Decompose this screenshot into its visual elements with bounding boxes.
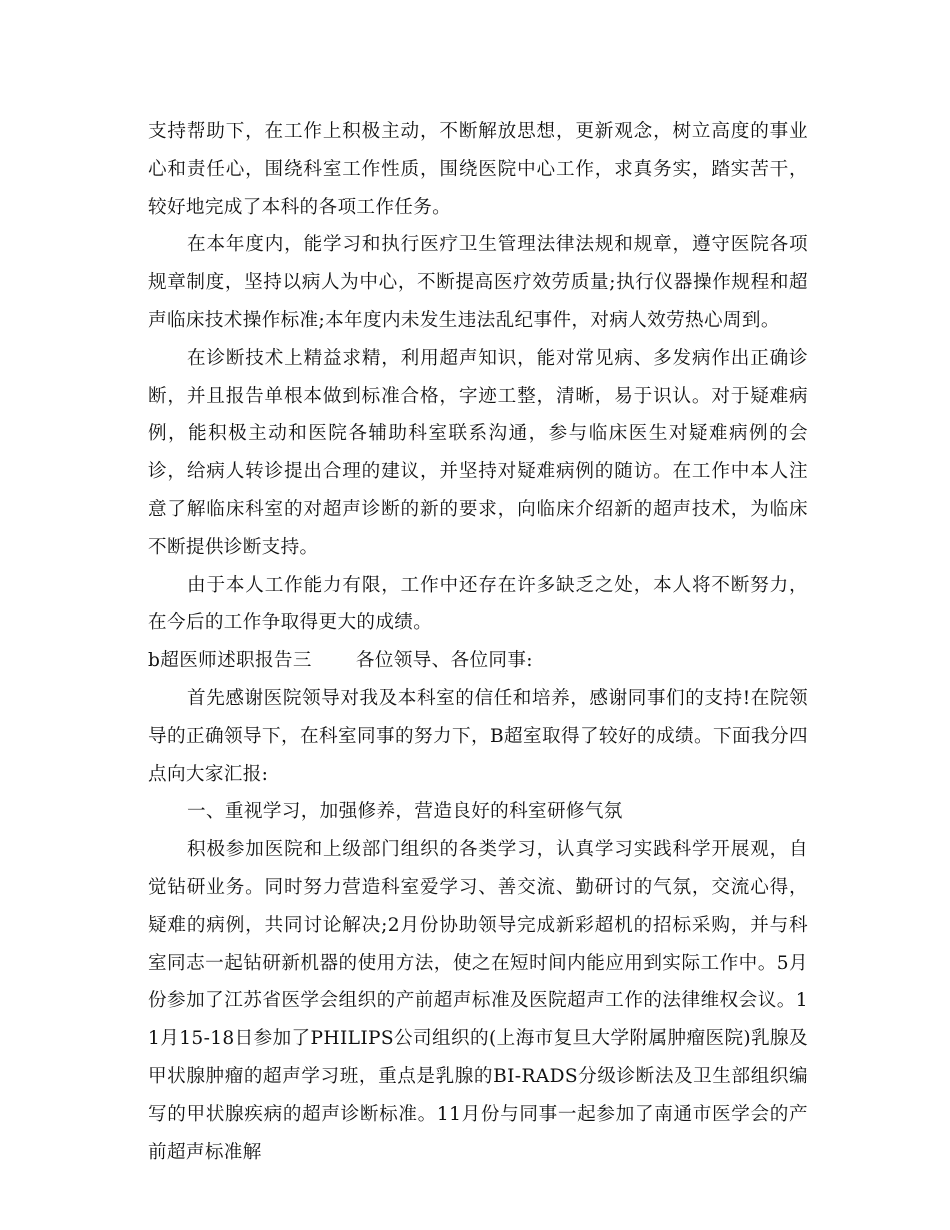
paragraph-study: 积极参加医院和上级部门组织的各类学习，认真学习实践科学开展观，自觉钻研业务。同时努力营造科室爱学习、善交流、勤研讨的气氛，交流心得，疑难的病例，共同讨论解决;2月份协助领导完成新彩超机的招标采购，并与科室同志一起钻研新机器的使用方法，使之在短时间内能应用到实际工作中。5月份参加了江苏省医学会组织的产前超声标准及医院超声工作的法律维权会议。11月15-18日参加了PHILIPS公司组织的(上海市复旦大学附属肿瘤医院)乳腺及甲状腺肿瘤的超声学习班，重点是乳腺的BI-RADS分级诊断法及卫生部组织编写的甲状腺疾病的超声诊断标准。11月份与同事一起参加了南通市医学会的产前超声标准解 bbox=[148, 839, 808, 1163]
paragraph-continued: 支持帮助下，在工作上积极主动，不断解放思想，更新观念，树立高度的事业心和责任心，围绕科室工作性质，围绕医院中心工作，求真务实，踏实苦干，较好地完成了本科的各项工作任务。 bbox=[148, 121, 808, 218]
paragraph-conclusion: 由于本人工作能力有限，工作中还存在许多缺乏之处，本人将不断努力，在今后的工作争取得更大的成绩。 bbox=[148, 574, 808, 634]
document-body bbox=[148, 113, 808, 1171]
paragraph-compliance: 在本年度内，能学习和执行医疗卫生管理法律法规和规章，遵守医院各项规章制度，坚持以病人为中心，不断提高医疗效劳质量;执行仪器操作规程和超声临床技术操作标准;本年度内未发生违法乱纪事件，对病人效劳热心周到。 bbox=[148, 234, 808, 331]
paragraph-thanks: 首先感谢医院领导对我及本科室的信任和培养，感谢同事们的支持!在院领导的正确领导下，在科室同事的努力下，B超室取得了较好的成绩。下面我分四点向大家汇报: bbox=[148, 687, 808, 785]
report-heading-line bbox=[148, 642, 808, 680]
section-heading: 一、重视学习，加强修养，营造良好的科室研修气氛 bbox=[187, 801, 623, 823]
report-title: b超医师述职报告三 bbox=[148, 650, 312, 672]
salutation: 各位领导、各位同事: bbox=[355, 650, 533, 672]
paragraph-diagnosis: 在诊断技术上精益求精，利用超声知识，能对常见病、多发病作出正确诊断，并且报告单根本做到标准合格，字迹工整，清晰，易于识认。对于疑难病例，能积极主动和医院各辅助科室联系沟通，参与临床医生对疑难病例的会诊，给病人转诊提出合理的建议，并坚持对疑难病例的随访。在工作中本人注意了解临床科室的对超声诊断的新的要求，向临床介绍新的超声技术，为临床不断提供诊断支持。 bbox=[148, 347, 808, 558]
